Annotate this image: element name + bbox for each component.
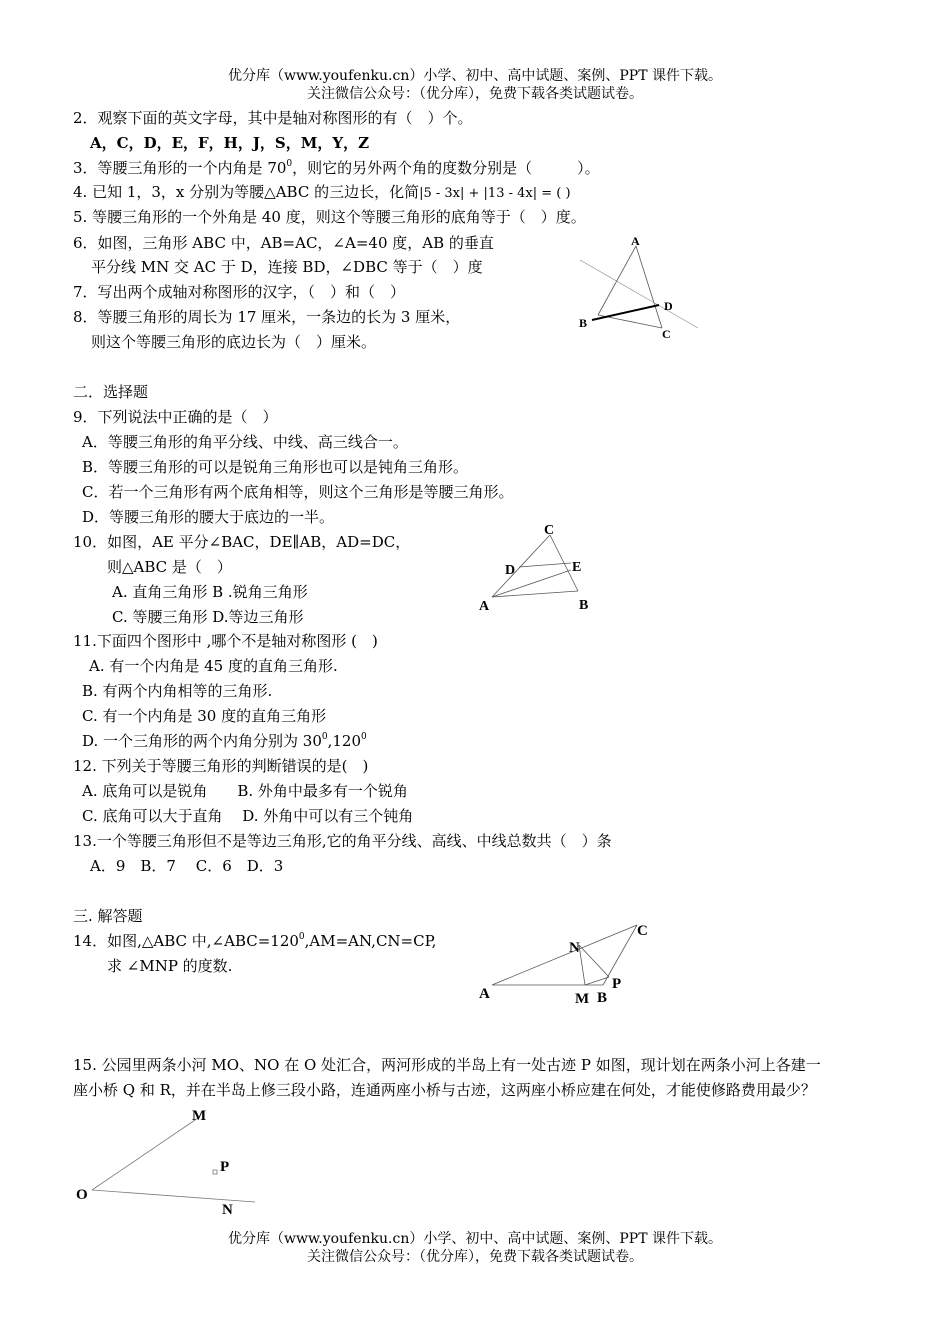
question-11-option-a: A. 有一个内角是 45 度的直角三角形. <box>89 657 338 675</box>
label-P: P <box>220 1159 230 1175</box>
question-5: 5. 等腰三角形的一个外角是 40 度，则这个等腰三角形的底角等于（ ）度。 <box>73 208 586 226</box>
label-A: A <box>479 986 490 1002</box>
label-C: C <box>662 327 671 341</box>
label-A: A <box>479 599 490 614</box>
question-15-line-1: 15. 公园里两条小河 MO、NO 在 O 处汇合，两河形成的半岛上有一处古迹 P 如图，现计划在两条小河上各建一 <box>73 1056 821 1074</box>
figure-q6-triangle <box>570 230 710 345</box>
question-9: 9．下列说法中正确的是（ ） <box>73 408 278 426</box>
label-N: N <box>569 940 580 956</box>
question-12-options-ab: A. 底角可以是锐角 B. 外角中最多有一个锐角 <box>82 782 408 800</box>
section-answer-heading: 三. 解答题 <box>73 907 143 925</box>
question-11: 11.下面四个图形中 ,哪个不是轴对称图形 ( ) <box>73 632 378 650</box>
label-M: M <box>575 991 590 1007</box>
header-line-1: 优分库（www.youfenku.cn）小学、初中、高中试题、案例、PPT 课件下载。 <box>227 68 722 84</box>
label-C: C <box>544 523 555 538</box>
question-12: 12. 下列关于等腰三角形的判断错误的是( ) <box>73 757 369 775</box>
label-D: D <box>505 563 516 578</box>
section-choice-heading: 二．选择题 <box>73 383 149 401</box>
question-15-line-2: 座小桥 Q 和 R，并在半岛上修三段小路，连通两座小桥与古迹，这两座小桥应建在何处，才能使修路费用最少？ <box>73 1081 816 1099</box>
question-2-letters: A，C，D，E，F，H，J，S，M，Y，Z <box>90 134 370 152</box>
label-B: B <box>597 990 608 1006</box>
figure-q10-triangle <box>475 515 615 620</box>
question-7: 7．写出两个成轴对称图形的汉字，（ ）和（ ） <box>73 283 406 301</box>
footer-line-1: 优分库（www.youfenku.cn）小学、初中、高中试题、案例、PPT 课件下载。 <box>227 1231 722 1247</box>
question-13: 13.一个等腰三角形但不是等边三角形,它的角平分线、高线、中线总数共（ ）条 <box>73 832 612 850</box>
label-O: O <box>76 1187 88 1203</box>
question-10-line-2: 则△ABC 是（ ） <box>107 558 232 576</box>
question-9-option-b: B．等腰三角形的可以是锐角三角形也可以是钝角三角形。 <box>82 458 469 476</box>
question-2: 2．观察下面的英文字母，其中是轴对称图形的有（ ）个。 <box>73 109 473 127</box>
footer-line-2: 关注微信公众号：（优分库），免费下载各类试题试卷。 <box>307 1249 643 1265</box>
question-11-option-b: B. 有两个内角相等的三角形. <box>82 682 273 700</box>
label-M: M <box>192 1108 207 1124</box>
figure-q14-triangle <box>475 915 660 1010</box>
question-3: 3．等腰三角形的一个内角是 $70^0$，则它的另外两个角的度数分别是（ ）。 <box>73 159 600 177</box>
label-E: E <box>572 560 582 575</box>
label-N: N <box>222 1202 233 1218</box>
question-11-option-c: C. 有一个内角是 30 度的直角三角形 <box>82 707 327 725</box>
question-6-line-1: 6．如图，三角形 ABC 中，AB=AC，∠A=40 度，AB 的垂直 <box>73 234 494 252</box>
label-A: A <box>631 234 640 248</box>
point-P <box>213 1170 217 1174</box>
question-6-line-2: 平分线 MN 交 AC 于 D，连接 BD，∠DBC 等于（ ）度 <box>91 258 483 276</box>
header-line-2: 关注微信公众号：（优分库），免费下载各类试题试卷。 <box>307 86 643 102</box>
question-11-option-d: D. 一个三角形的两个内角分别为 $30^0,120^0$ <box>82 732 367 750</box>
question-12-options-cd: C. 底角可以大于直角 D. 外角中可以有三个钝角 <box>82 807 414 825</box>
question-9-option-d: D．等腰三角形的腰大于底边的一半。 <box>82 508 335 526</box>
label-B: B <box>579 598 589 613</box>
question-10-options-2: C. 等腰三角形 D.等边三角形 <box>112 608 304 626</box>
question-14-line-2: 求 ∠MNP 的度数. <box>107 957 233 975</box>
question-9-option-c: C．若一个三角形有两个底角相等，则这个三角形是等腰三角形。 <box>82 483 514 501</box>
label-P: P <box>612 976 622 992</box>
question-10-options-1: A. 直角三角形 B .锐角三角形 <box>112 583 308 601</box>
question-9-option-a: A．等腰三角形的角平分线、中线、高三线合一。 <box>82 433 408 451</box>
question-13-options: A．9 B．7 C．6 D．3 <box>90 857 284 875</box>
question-10-line-1: 10．如图，AE 平分∠BAC，DE∥AB，AD=DC， <box>73 533 411 551</box>
question-8-line-2: 则这个等腰三角形的底边长为（ ）厘米。 <box>91 333 377 351</box>
label-C: C <box>637 923 648 939</box>
label-D: D <box>664 299 673 313</box>
label-B: B <box>579 316 588 330</box>
question-8-line-1: 8．等腰三角形的周长为 17 厘米，一条边的长为 3 厘米， <box>73 308 461 326</box>
question-14-line-1: 14．如图,△ABC 中$,\angle ABC=120^0,AM=AN,CN=CP$, <box>73 932 437 950</box>
question-4: 4. 已知 1，3，x 分别为等腰△ABC 的三边长，化简|5 - 3x| + |13 - 4x| = ( ) <box>73 183 571 201</box>
figure-q15-rivers <box>70 1100 270 1225</box>
